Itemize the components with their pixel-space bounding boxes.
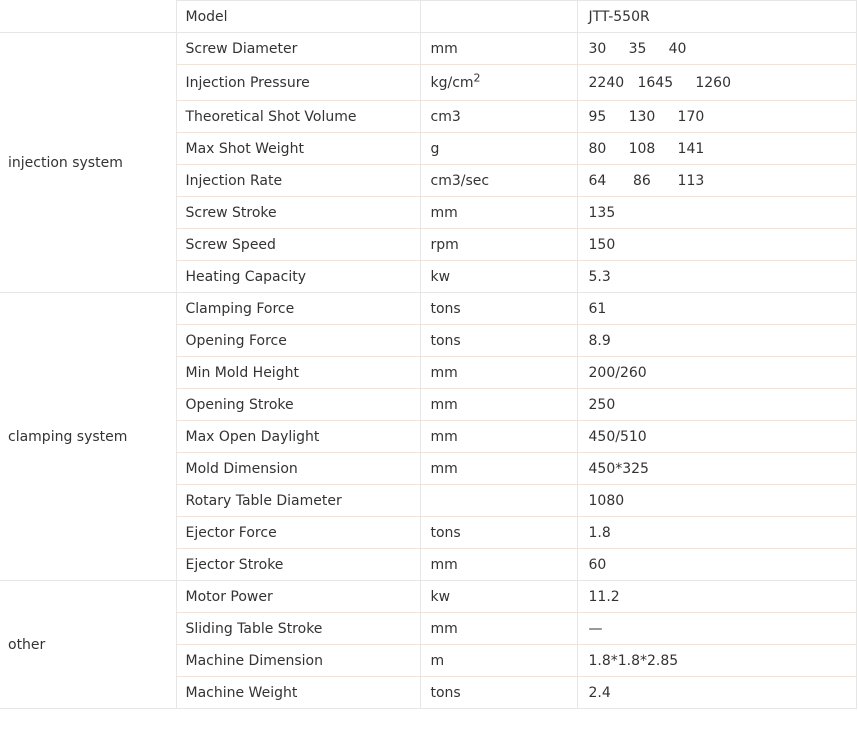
unit-cell [420,613,577,645]
unit-cell [420,293,577,325]
value-cell: 250 [577,389,856,421]
section-label-clamping-system: clamping system [0,293,176,581]
unit-cell [420,421,577,453]
value-cell: 64 86 113 [577,165,856,197]
value-cell: 30 35 40 [577,33,856,65]
unit-text: mm [430,620,458,637]
value-cell: 95 130 170 [577,101,856,133]
value-cell: 5.3 [577,261,856,293]
unit-text: mm [430,556,458,573]
param-name-cell: Heating Capacity [176,261,420,293]
unit-cell [420,65,577,101]
value-cell: 11.2 [577,581,856,613]
unit-text: kw [430,588,451,605]
param-name-cell: Motor Power [176,581,420,613]
value-cell: 450/510 [577,421,856,453]
value-cell: 1.8 [577,517,856,549]
value-cell: 450*325 [577,453,856,485]
param-name-cell: Opening Stroke [176,389,420,421]
value-cell: 150 [577,229,856,261]
param-name-cell: Ejector Force [176,517,420,549]
value-cell: 135 [577,197,856,229]
unit-cell [420,517,577,549]
param-name-cell: Min Mold Height [176,357,420,389]
unit-text: kw [430,268,451,285]
value-cell: 1.8*1.8*2.85 [577,645,856,677]
value-cell: 1080 [577,485,856,517]
value-cell: 2.4 [577,677,856,709]
param-name-cell: Mold Dimension [176,453,420,485]
param-name-cell: Screw Diameter [176,33,420,65]
unit-cell [420,645,577,677]
param-name-cell: Injection Pressure [176,65,420,101]
param-name-cell: Max Open Daylight [176,421,420,453]
spec-row [0,581,856,613]
unit-cell [420,389,577,421]
unit-text: kg/cm [430,74,474,91]
unit-cell [420,197,577,229]
unit-cell [420,581,577,613]
param-name-cell: Max Shot Weight [176,133,420,165]
unit-text: mm [430,460,458,477]
unit-text: mm [430,428,458,445]
value-cell: — [577,613,856,645]
unit-text: cm3 [430,108,461,125]
param-name-cell: Sliding Table Stroke [176,613,420,645]
unit-cell [420,101,577,133]
value-cell: 61 [577,293,856,325]
value-cell: 80 108 141 [577,133,856,165]
unit-cell [420,357,577,389]
param-name-cell: Injection Rate [176,165,420,197]
unit-text: mm [430,204,458,221]
unit-superscript: 2 [473,70,481,84]
section-label-other: other [0,581,176,709]
unit-text: tons [430,300,461,317]
param-name-cell: Machine Weight [176,677,420,709]
value-cell: JTT-550R [577,1,856,33]
unit-cell [420,485,577,517]
param-name-cell: Machine Dimension [176,645,420,677]
unit-text: tons [430,684,461,701]
value-cell: 8.9 [577,325,856,357]
unit-cell [420,33,577,65]
value-cell: 2240 1645 1260 [577,65,856,101]
unit-text: tons [430,524,461,541]
unit-text: tons [430,332,461,349]
unit-cell [420,229,577,261]
param-name-cell: Model [176,1,420,33]
spec-row [0,1,856,33]
unit-text: cm3/sec [430,172,490,189]
spec-row [0,293,856,325]
spec-table-body [0,1,856,709]
unit-cell [420,1,577,33]
spec-row [0,33,856,65]
param-name-cell: Screw Stroke [176,197,420,229]
unit-text: mm [430,40,458,57]
unit-cell [420,325,577,357]
param-name-cell: Ejector Stroke [176,549,420,581]
unit-cell [420,165,577,197]
value-cell: 60 [577,549,856,581]
unit-cell [420,677,577,709]
unit-text: mm [430,396,458,413]
param-name-cell: Clamping Force [176,293,420,325]
value-cell: 200/260 [577,357,856,389]
unit-text: g [430,140,440,157]
param-name-cell: Rotary Table Diameter [176,485,420,517]
param-name-cell: Theoretical Shot Volume [176,101,420,133]
unit-text: m [430,652,445,669]
param-name-cell: Opening Force [176,325,420,357]
unit-cell [420,453,577,485]
unit-text: rpm [430,236,459,253]
section-label-empty [0,1,176,33]
unit-text: mm [430,364,458,381]
unit-cell [420,261,577,293]
unit-cell [420,549,577,581]
section-label-injection-system: injection system [0,33,176,293]
param-name-cell: Screw Speed [176,229,420,261]
unit-cell [420,133,577,165]
